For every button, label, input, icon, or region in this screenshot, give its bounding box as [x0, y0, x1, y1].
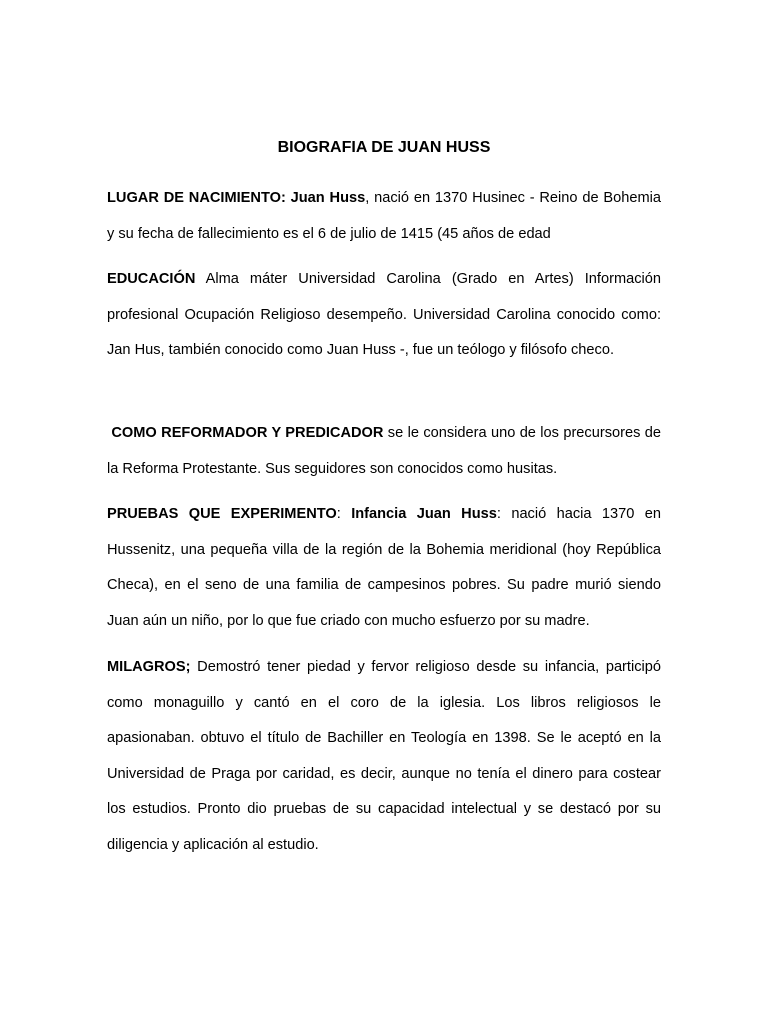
paragraph-separator: :: [336, 506, 352, 522]
paragraph-reformer: [107, 416, 661, 487]
document-title: BIOGRAFIA DE JUAN HUSS: [277, 139, 491, 156]
paragraph-heading: EDUCACIÓN: [107, 271, 196, 287]
paragraph-text: se le considera uno de los precursores de la Reforma Protestante. Sus seguidores son conocidos como husitas.: [107, 425, 661, 477]
paragraph-education: [107, 262, 661, 369]
paragraph-heading: COMO REFORMADOR Y PREDICADOR: [107, 425, 384, 441]
paragraph-heading: LUGAR DE NACIMIENTO:: [107, 190, 286, 206]
paragraph-text: , nació en 1370 Husinec - Reino de Bohemia y su fecha de fallecimiento es el 6 de julio de 1415 (45 años de edad: [107, 190, 662, 242]
paragraph-text: Demostró tener piedad y fervor religioso desde su infancia, participó como monaguillo y cantó en el coro de la iglesia. Los libros religiosos le apasionaban. obtuvo el título de Bachiller en Teología en 1398. Se le aceptó en la Universidad de Praga por caridad, es decir, aunque no tenía el dinero para costear los estudios. Pronto dio pruebas de su capacidad intelectual y se destacó por su diligencia y aplicación al estudio.: [107, 659, 661, 853]
paragraph-heading: MILAGROS;: [107, 659, 191, 675]
paragraph-subject: Infancia Juan Huss: [351, 506, 497, 522]
paragraph-miracles: [107, 650, 661, 863]
paragraph-text: Alma máter Universidad Carolina (Grado en Artes) Información profesional Ocupación Religioso desempeño. Universidad Carolina conocido como: Jan Hus, también conocido como Juan Huss -, fue un teólogo y filósofo checo.: [107, 271, 661, 358]
paragraph-birthplace: [107, 181, 661, 252]
paragraph-text: : nació hacia 1370 en Hussenitz, una pequeña villa de la región de la Bohemia meridional (hoy República Checa), en el seno de una familia de campesinos pobres. Su padre murió siendo Juan aún un niño, por lo que fue criado con mucho esfuerzo por su madre.: [107, 506, 661, 629]
paragraph-subject: Juan Huss: [285, 190, 366, 206]
paragraph-heading: PRUEBAS QUE EXPERIMENTO: [107, 506, 337, 522]
paragraph-trials: [107, 497, 661, 639]
